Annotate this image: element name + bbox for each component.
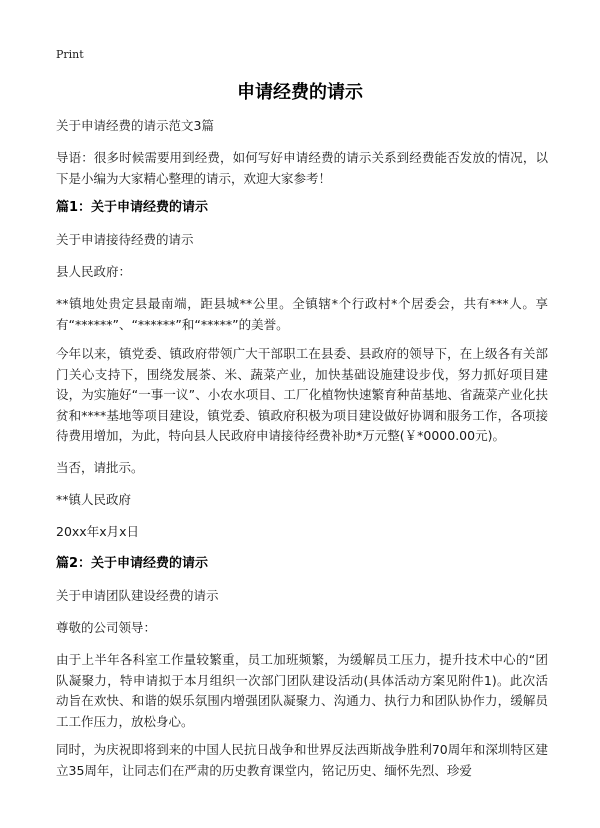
print-link[interactable]: Print [56,48,84,61]
article2-recipient: 尊敬的公司领导： [56,620,157,635]
document-title: 申请经费的请示 [237,82,363,103]
article2-title: 关于申请团队建设经费的请示 [56,588,219,603]
article2-paragraph-1: 由于上半年各科室工作量较繁重，员工加班频繁，为缓解员工压力，提升技术中心的“团队凝聚力，特申请拟于本月组织一次部门团队建设活动(具体活动方案见附件1)。此次活动旨在欢快、和谐的娱乐氛围内增强团队凝聚力、沟通力、执行力和团队协作力，缓解员工工作压力，放松身心。 [56,652,548,729]
article1-heading: 篇1：关于申请经费的请示 [56,200,209,215]
document-subtitle: 关于申请经费的请示范文3篇 [56,118,214,133]
article1-paragraph-1: **镇地处贵定县最南端，距县城**公里。全镇辖*个行政村*个居委会，共有***人。享有“******”、“******”和“*****”的美誉。 [56,296,548,332]
article1-closing: 当否，请批示。 [56,460,144,475]
intro-paragraph: 导语：很多时候需要用到经费，如何写好申请经费的请示关系到经费能否发放的情况，以下是小编为大家精心整理的请示，欢迎大家参考！ [56,150,548,186]
article1-title: 关于申请接待经费的请示 [56,232,194,247]
article1-date: 20xx年x月x日 [56,524,139,539]
article1-recipient: 县人民政府： [56,264,132,279]
article1-signature: **镇人民政府 [56,492,132,507]
article2-heading: 篇2：关于申请经费的请示 [56,556,209,571]
article1-paragraph-2: 今年以来，镇党委、镇政府带领广大干部职工在县委、县政府的领导下，在上级各有关部门关心支持下，围绕发展茶、米、蔬菜产业，加快基础设施建设步伐，努力抓好项目建设，为实施好“一事一议”、小农水项目、工厂化植物快速繁育种苗基地、省蔬菜产业化扶贫和****基地等项目建设，镇党委、镇政府积极为项目建设做好协调和服务工作，各项接待费用增加，为此，特向县人民政府申请接待经费补助*万元整(￥*0000.00元)。 [56,346,548,443]
article2-paragraph-2: 同时，为庆祝即将到来的中国人民抗日战争和世界反法西斯战争胜利70周年和深圳特区建立35周年，让同志们在严肃的历史教育课堂内，铭记历史、缅怀先烈、珍爱 [56,742,548,778]
